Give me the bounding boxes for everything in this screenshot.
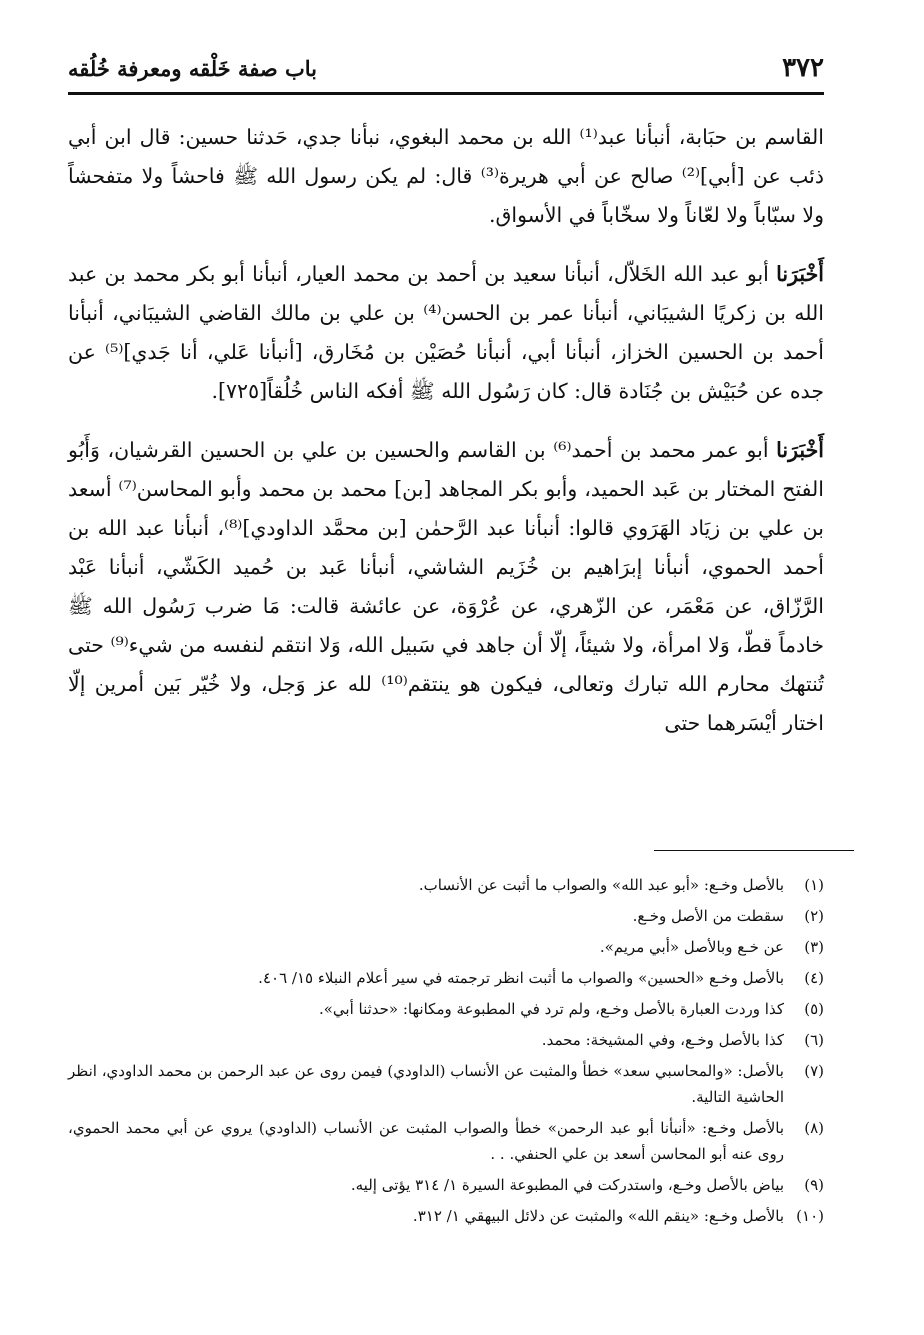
footnote-text: كذا وردت العبارة بالأصل وخـع، ولم ترد في المطبوعة ومكانها: «حدثنا أبي».: [318, 1000, 784, 1018]
footnote-item: [68, 934, 824, 960]
paragraph-lead-word: أَخْبَرَنا: [776, 262, 824, 286]
footnote-number: (٨): [804, 1119, 824, 1137]
footnotes-section: [68, 872, 824, 1234]
footnote-item: [68, 903, 824, 929]
footnote-text: بالأصل وخـع: «أبو عبد الله» والصواب ما أثبت عن الأنساب.: [418, 876, 784, 894]
footnote-text: بالأصل وخـع: «أنبأنا أبو عبد الرحمن» خطأ والصواب المثبت عن الأنساب (الداودي) يروي عن أبي محمد الحموي، روى عنه أبو المحاسن أسعد بن علي الحنفي. . .: [68, 1119, 784, 1163]
footnote-number: (٥): [804, 1000, 824, 1018]
main-text: [68, 118, 824, 763]
footnote-text: سقطت من الأصل وخـع.: [632, 907, 784, 925]
footnote-item: [68, 965, 824, 991]
footnote-item: [68, 1115, 824, 1167]
footnote-text: بالأصل وخـع: «ينقم الله» والمثبت عن دلائل البيهقي ١/ ٣١٢.: [412, 1207, 784, 1225]
footnote-text: بالأصل وخـع «الحسين» والصواب ما أثبت انظر ترجمته في سير أعلام النبلاء ١٥/ ٤٠٦.: [258, 969, 784, 987]
paragraph: [68, 118, 824, 235]
footnote-number: (٧): [804, 1062, 824, 1080]
page-number: ٣٧٢: [782, 53, 824, 83]
footnote-item: [68, 1203, 824, 1229]
footnote-item: [68, 996, 824, 1022]
header-divider: [68, 92, 824, 95]
footnote-number: (٩): [804, 1176, 824, 1194]
footnote-item: [68, 1058, 824, 1110]
chapter-title: باب صفة خَلْقه ومعرفة خُلُقه: [68, 55, 318, 81]
page-header: [68, 46, 824, 90]
paragraph-lead-word: أَخْبَرَنا: [776, 438, 824, 462]
paragraph: [68, 255, 824, 411]
footnote-item: [68, 872, 824, 898]
footnote-number: (٢): [804, 907, 824, 925]
footnote-text: كذا بالأصل وخـع، وفي المشيخة: محمد.: [541, 1031, 784, 1049]
footnote-number: (١): [804, 876, 824, 894]
paragraph-text: القاسم بن حبَابة، أنبأنا عبد⁽¹⁾ الله بن محمد البغوي، نبأنا جدي، حَدثنا حسين: قال ابن أبي ذئب عن [أبي]⁽²⁾ صالح عن أبي هريرة⁽³⁾ قال: لم يكن رسول الله ﷺ فاحشاً ولا متفحشاً ولا سبّاباً ولا لعّاناً ولا سخّاباً في الأسواق.: [68, 125, 825, 227]
footnote-number: (١٠): [796, 1207, 824, 1225]
footnote-text: عن خـع وبالأصل «أبي مريم».: [599, 938, 784, 956]
footnote-number: (٦): [804, 1031, 824, 1049]
footnote-item: [68, 1172, 824, 1198]
footnote-number: (٤): [804, 969, 824, 987]
footnote-item: [68, 1027, 824, 1053]
footnote-text: بياض بالأصل وخـع، واستدركت في المطبوعة السيرة ١/ ٣١٤ يؤتى إليه.: [350, 1176, 784, 1194]
footnote-divider: [654, 850, 854, 851]
paragraph-text: أبو عبد الله الخَلاّل، أنبأنا سعيد بن أحمد بن محمد العيار، أنبأنا أبو بكر محمد بن عبد الله بن زكريًا الشيبَاني، أنبأنا عمر بن الحسن⁽⁴⁾ بن علي بن مالك القاضي الشيبَاني، أنبأنا أحمد بن الحسين الخزاز، أنبأنا أبي، أنبأنا حُصَيْن بن مُخَارق، [أنبأنا عَلي، أنا جَدي]⁽⁵⁾ عن جده عن حُبَيْش بن جُنَادة قال: كان رَسُول الله ﷺ أفكه الناس خُلُقاً[٧٢٥].: [68, 262, 825, 403]
paragraph: [68, 431, 824, 743]
paragraph-text: أبو عمر محمد بن أحمد⁽⁶⁾ بن القاسم والحسين بن علي بن الحسين القرشيان، وَأَبُو الفتح المختار بن عَبد الحميد، وأبو بكر المجاهد [بن] محمد بن محمد وأبو المحاسن⁽⁷⁾ أسعد بن علي بن زيَاد الهَرَوي قالوا: أنبأنا عبد الرَّحمٰن [بن محمَّد الداودي]⁽⁸⁾، أنبأنا عبد الله بن أحمد الحموي، أنبأنا إبرَاهيم بن خُزَيم الشاشي، أنبأنا عَبد بن حُميد الكَشّي، أنبأنا عَبْد الرَّزّاق، عن مَعْمَر، عن الزّهري، عن عُرْوَة، عن عائشة قالت: مَا ضرب رَسُول الله ﷺ خادماً قطّ، وَلا امرأة، ولا شيئاً، إلّا أن جاهد في سَبيل الله، وَلا انتقم لنفسه من شيء⁽⁹⁾ حتى تُنتهك محارم الله تبارك وتعالى، فيكون هو ينتقم⁽¹⁰⁾ لله عز وَجل، ولا خُيّر بَين أمرين إلّا اختار أيْسَرهما حتى: [68, 438, 825, 735]
footnote-text: بالأصل: «والمحاسبي سعد» خطأ والمثبت عن الأنساب (الداودي) فيمن روى عن عبد الرحمن بن محمد الداودي، انظر الحاشية التالية.: [68, 1062, 784, 1106]
footnote-number: (٣): [804, 938, 824, 956]
